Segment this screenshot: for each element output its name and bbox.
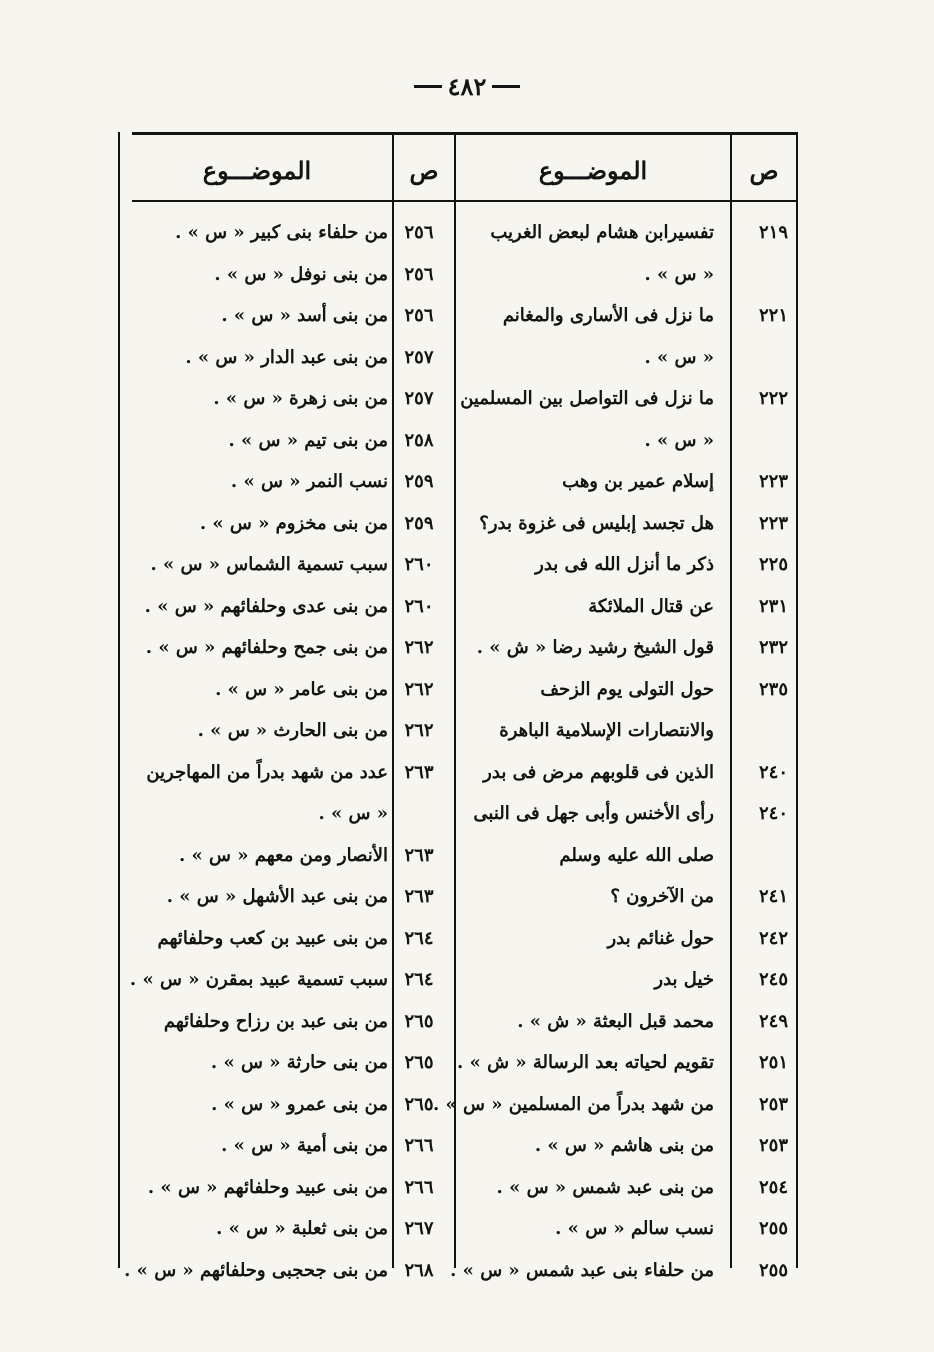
right-page-number: ٢٢٥	[758, 554, 788, 575]
left-page-number: ٢٦٢	[404, 678, 434, 700]
left-topic: من بنى تيم « س » .	[228, 429, 388, 451]
toc-row	[118, 1084, 798, 1126]
left-topic: من بنى عمرو « س » .	[211, 1093, 388, 1115]
right-topic: من حلفاء بنى عبد شمس « س » .	[450, 1259, 714, 1281]
toc-row	[118, 586, 798, 628]
left-page-number: ٢٦٣	[404, 844, 434, 866]
left-topic: من بنى أمية « س » .	[221, 1135, 388, 1156]
right-topic: الذين فى قلوبهم مرض فى بدر	[483, 761, 714, 783]
right-topic: نسب سالم « س » .	[555, 1218, 714, 1239]
left-topic: من بنى جحجبى وحلفائهم « س » .	[124, 1259, 388, 1281]
right-page-number: ٢٣٥	[758, 678, 788, 700]
right-page-number: ٢٤٠	[758, 761, 788, 783]
left-page-number: ٢٦٥	[404, 1052, 434, 1073]
header-rule	[132, 200, 798, 202]
left-topic: من بنى جمح وحلفائهم « س » .	[145, 637, 388, 658]
toc-row	[118, 1167, 798, 1209]
right-topic: رأى الأخنس وأبى جهل فى النبى	[473, 803, 714, 824]
right-page-number: ٢٤٠	[758, 803, 788, 824]
toc-row	[118, 710, 798, 752]
right-page-number: ٢٣١	[758, 595, 788, 617]
left-topic: من بنى عبيد وحلفائهم « س » .	[147, 1176, 388, 1198]
right-topic: محمد قبل البعثة « ش » .	[517, 1010, 714, 1032]
left-page-number: ٢٥٧	[404, 346, 434, 368]
right-topic: ما نزل فى الأسارى والمغانم	[502, 305, 714, 326]
toc-row	[118, 337, 798, 379]
header-right-topic: الموضـــوع	[538, 155, 648, 185]
left-page-number: ٢٦٠	[404, 554, 434, 575]
toc-rows	[118, 212, 798, 1291]
toc-row	[118, 1250, 798, 1292]
right-topic: خيل بدر	[654, 969, 714, 990]
left-page-number: ٢٥٨	[404, 429, 434, 451]
toc-row	[118, 627, 798, 669]
right-page-number: ٢١٩	[758, 222, 788, 243]
left-page-number: ٢٦٦	[404, 1176, 434, 1198]
right-page-number: ٢٤٢	[758, 927, 788, 949]
right-topic: من بنى عبد شمس « س » .	[496, 1176, 714, 1198]
right-topic: حول غنائم بدر	[607, 927, 714, 949]
right-page-number: ٢٢٢	[758, 388, 788, 409]
toc-row	[118, 876, 798, 918]
left-topic: عدد من شهد بدراً من المهاجرين	[146, 761, 388, 783]
right-topic: ما نزل فى التواصل بين المسلمين	[460, 388, 714, 409]
left-topic: من بنى عبد بن رزاح وحلفائهم	[163, 1010, 388, 1032]
right-page-number: ٢٥٥	[758, 1259, 788, 1281]
toc-row	[118, 1001, 798, 1043]
right-page-number: ٢٤٥	[758, 969, 788, 990]
toc-row	[118, 544, 798, 586]
left-page-number: ٢٥٦	[404, 305, 434, 326]
right-topic: « س » .	[644, 263, 714, 285]
right-page-number: ٢٣٢	[758, 637, 788, 658]
top-rule	[132, 132, 798, 135]
header-left-topic: الموضـــوع	[202, 155, 312, 185]
left-topic: من حلفاء بنى كبير « س » .	[175, 222, 388, 243]
left-topic: من بنى ثعلبة « س » .	[216, 1218, 388, 1239]
left-topic: سبب تسمية عبيد بمقرن « س » .	[129, 969, 388, 990]
toc-row	[118, 918, 798, 960]
left-topic: من بنى أسد « س » .	[221, 305, 388, 326]
toc-row	[118, 503, 798, 545]
left-page-number: ٢٦٣	[404, 761, 434, 783]
left-page-number: ٢٦٢	[404, 720, 434, 741]
left-topic: من بنى عبد الدار « س » .	[185, 346, 388, 368]
right-topic: « س » .	[644, 429, 714, 451]
right-topic: عن قتال الملائكة	[588, 595, 714, 617]
right-topic: « س » .	[644, 346, 714, 368]
left-topic: من بنى عبيد بن كعب وحلفائهم	[157, 927, 388, 949]
page-number-dash-left	[414, 85, 442, 88]
toc-row	[118, 959, 798, 1001]
left-topic: « س » .	[318, 803, 388, 824]
header-left-page: ص	[409, 155, 439, 185]
left-page-number: ٢٦٢	[404, 637, 434, 658]
left-page-number: ٢٥٩	[404, 512, 434, 534]
right-page-number: ٢٥٣	[758, 1093, 788, 1115]
toc-row	[118, 1208, 798, 1250]
toc-row	[118, 835, 798, 877]
left-topic: من بنى نوفل « س » .	[214, 263, 388, 285]
left-page-number: ٢٦٨	[404, 1259, 434, 1281]
page-number-dash-right	[492, 85, 520, 88]
left-page-number: ٢٦٤	[404, 969, 434, 990]
toc-row	[118, 752, 798, 794]
right-topic: حول التولى يوم الزحف	[540, 678, 714, 700]
left-page-number: ٢٦٥	[404, 1010, 434, 1032]
left-page-number: ٢٥٦	[404, 222, 434, 243]
right-topic: والانتصارات الإسلامية الباهرة	[499, 720, 714, 741]
right-topic: قول الشيخ رشيد رضا « ش » .	[476, 637, 714, 658]
right-topic: تقويم لحياته بعد الرسالة « ش » .	[457, 1052, 714, 1073]
left-topic: من بنى الحارث « س » .	[197, 720, 388, 741]
left-page-number: ٢٦٦	[404, 1135, 434, 1156]
right-topic: إسلام عمير بن وهب	[562, 471, 714, 492]
left-topic: من بنى مخزوم « س » .	[199, 512, 388, 534]
right-topic: صلى الله عليه وسلم	[559, 844, 714, 866]
left-page-number: ٢٥٩	[404, 471, 434, 492]
toc-row	[118, 669, 798, 711]
right-page-number: ٢٥٤	[758, 1176, 788, 1198]
toc-row	[118, 420, 798, 462]
toc-row	[118, 254, 798, 296]
left-topic: من بنى حارثة « س » .	[210, 1052, 388, 1073]
left-topic: الأنصار ومن معهم « س » .	[178, 844, 388, 866]
page-number	[0, 66, 934, 106]
right-page-number: ٢٥١	[758, 1052, 788, 1073]
toc-row	[118, 461, 798, 503]
right-page-number: ٢٤١	[758, 886, 788, 907]
right-topic: ذكر ما أنزل الله فى بدر	[535, 554, 714, 575]
right-page-number: ٢٥٥	[758, 1218, 788, 1239]
right-topic: تفسيرابن هشام لبعض الغريب	[490, 222, 714, 243]
right-topic: هل تجسد إبليس فى غزوة بدر؟	[479, 512, 714, 534]
left-topic: نسب النمر « س » .	[230, 471, 388, 492]
left-topic: من بنى عبد الأشهل « س » .	[166, 886, 388, 907]
table-of-contents	[118, 128, 798, 1281]
right-topic: من الآخرون ؟	[610, 886, 714, 907]
header-right-page: ص	[749, 155, 779, 185]
left-topic: سبب تسمية الشماس « س » .	[150, 554, 388, 575]
toc-row	[118, 295, 798, 337]
right-page-number: ٢٢٣	[758, 471, 788, 492]
left-topic: من بنى عامر « س » .	[215, 678, 388, 700]
right-topic: من بنى هاشم « س » .	[534, 1135, 714, 1156]
left-topic: من بنى عدى وحلفائهم « س » .	[144, 595, 388, 617]
left-page-number: ٢٦٤	[404, 927, 434, 949]
toc-row	[118, 212, 798, 254]
left-page-number: ٢٦٠	[404, 595, 434, 617]
left-topic: من بنى زهرة « س » .	[213, 388, 388, 409]
left-page-number: ٢٦٣	[404, 886, 434, 907]
right-page-number: ٢٢١	[758, 305, 788, 326]
left-page-number: ٢٥٧	[404, 388, 434, 409]
left-page-number: ٢٦٧	[404, 1218, 434, 1239]
toc-row	[118, 1125, 798, 1167]
right-page-number: ٢٥٣	[758, 1135, 788, 1156]
right-page-number: ٢٤٩	[758, 1010, 788, 1032]
page-number-text: ٤٨٢	[447, 71, 487, 101]
right-page-number: ٢٢٣	[758, 512, 788, 534]
toc-row	[118, 1042, 798, 1084]
left-page-number: ٢٥٦	[404, 263, 434, 285]
left-page-number: ٢٦٥	[404, 1093, 434, 1115]
right-topic: من شهد بدراً من المسلمين « س » .	[433, 1093, 714, 1115]
toc-row	[118, 378, 798, 420]
toc-row	[118, 793, 798, 835]
